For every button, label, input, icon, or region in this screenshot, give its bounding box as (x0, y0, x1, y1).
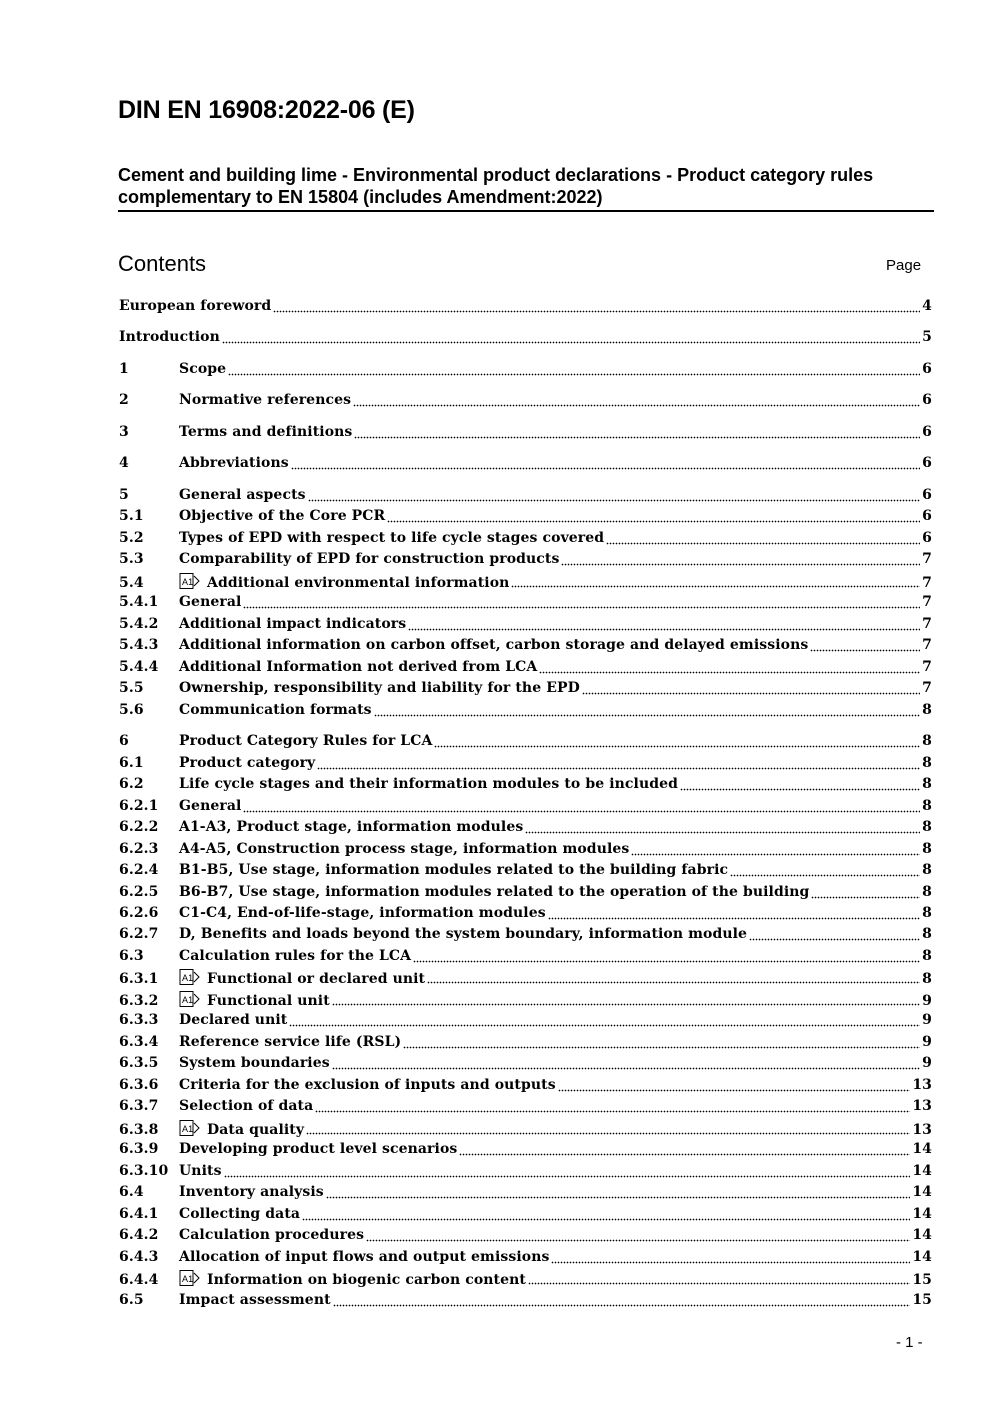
toc-entry-page: 7 (922, 680, 932, 696)
toc-dot-leader (332, 1066, 920, 1070)
toc-entry[interactable] (119, 862, 932, 882)
toc-entry-number: 6.3.8 (119, 1122, 159, 1138)
toc-entry[interactable] (119, 508, 932, 528)
toc-entry-number: 2 (119, 392, 129, 408)
toc-entry-number: 5.5 (119, 680, 144, 696)
toc-entry-page: 8 (922, 776, 932, 792)
toc-entry-page: 7 (922, 659, 932, 675)
toc-entry[interactable] (119, 487, 932, 507)
toc-dot-leader (353, 403, 920, 407)
toc-dot-leader (631, 852, 920, 856)
toc-entry-title-text: Additional information on carbon offset, carbon storage and delayed emissions (179, 637, 809, 653)
toc-entry-number: 6.3.4 (119, 1034, 159, 1050)
toc-dot-leader (306, 1131, 910, 1135)
toc-entry-page: 7 (922, 594, 932, 610)
toc-entry-title-text: Additional Information not derived from LCA (179, 659, 538, 675)
toc-dot-leader (403, 1045, 920, 1049)
toc-dot-leader (811, 895, 920, 899)
toc-entry-title-text: System boundaries (179, 1055, 330, 1071)
toc-entry-page: 13 (912, 1122, 932, 1138)
toc-entry-title (179, 841, 629, 857)
document-title: DIN EN 16908:2022-06 (E) (118, 96, 415, 124)
toc-entry[interactable] (119, 1270, 932, 1290)
toc-entry[interactable] (119, 841, 932, 861)
toc-entry[interactable] (119, 1077, 932, 1097)
toc-dot-leader (243, 605, 920, 609)
toc-entry-page: 14 (912, 1141, 932, 1157)
toc-entry-title-text: B6-B7, Use stage, information modules related to the operation of the building (179, 884, 810, 900)
toc-entry[interactable] (119, 926, 932, 946)
toc-dot-leader (582, 691, 920, 695)
toc-entry-page: 5 (922, 329, 932, 345)
toc-entry-page: 14 (912, 1163, 932, 1179)
toc-entry-page: 6 (922, 361, 932, 377)
toc-entry-title-text: Communication formats (179, 702, 372, 718)
toc-entry-page: 6 (922, 487, 932, 503)
toc-entry-page: 7 (922, 551, 932, 567)
toc-dot-leader (539, 670, 920, 674)
toc-entry-page: 7 (922, 575, 932, 591)
toc-entry[interactable] (119, 424, 932, 444)
toc-dot-leader (413, 959, 920, 963)
toc-dot-leader (459, 1152, 910, 1156)
toc-entry-number: 5 (119, 487, 129, 503)
toc-entry-number: 4 (119, 455, 129, 471)
toc-entry[interactable] (119, 573, 932, 593)
toc-entry-title-text: General aspects (179, 487, 306, 503)
toc-entry[interactable] (119, 1120, 932, 1140)
toc-entry-title (179, 969, 425, 987)
toc-dot-leader (326, 1195, 911, 1199)
toc-entry-number: 6.3.1 (119, 971, 159, 987)
toc-entry-number: 5.3 (119, 551, 144, 567)
toc-entry[interactable] (119, 616, 932, 636)
toc-entry-page: 7 (922, 616, 932, 632)
toc-dot-leader (308, 498, 921, 502)
toc-entry[interactable] (119, 392, 932, 412)
toc-dot-leader (548, 916, 920, 920)
toc-dot-leader (408, 627, 920, 631)
toc-entry-page: 15 (912, 1292, 932, 1308)
toc-entry-number: 6.2.1 (119, 798, 159, 814)
toc-entry-number: 5.6 (119, 702, 144, 718)
toc-entry-page: 6 (922, 392, 932, 408)
toc-entry-title (179, 1098, 313, 1114)
toc-entry-title (179, 1292, 331, 1308)
toc-entry-number: 6.3.2 (119, 993, 159, 1009)
toc-entry[interactable] (119, 329, 932, 349)
toc-dot-leader (291, 466, 920, 470)
toc-dot-leader (551, 1260, 910, 1264)
toc-dot-leader (289, 1023, 920, 1027)
toc-entry-page: 9 (922, 1055, 932, 1071)
toc-entry-title (119, 298, 271, 314)
toc-entry-number: 6.2.6 (119, 905, 159, 921)
toc-dot-leader (810, 648, 920, 652)
toc-entry[interactable] (119, 361, 932, 381)
toc-entry-page: 8 (922, 798, 932, 814)
toc-entry-page: 8 (922, 862, 932, 878)
toc-entry-number: 6.2.4 (119, 862, 159, 878)
toc-entry-title-text: Selection of data (179, 1098, 314, 1114)
toc-entry-title (179, 755, 315, 771)
toc-entry-title (179, 551, 559, 567)
toc-entry-number: 6.4.3 (119, 1249, 159, 1265)
toc-entry-page: 6 (922, 455, 932, 471)
toc-dot-leader (525, 830, 920, 834)
toc-entry-title (179, 508, 385, 524)
toc-entry[interactable] (119, 594, 932, 614)
toc-entry-number: 6.3.7 (119, 1098, 159, 1114)
toc-entry-number: 3 (119, 424, 129, 440)
toc-dot-leader (561, 562, 920, 566)
toc-dot-leader (302, 1217, 910, 1221)
amendment-marker-icon (179, 991, 201, 1007)
toc-entry-title-text: Introduction (119, 329, 220, 345)
toc-entry[interactable] (119, 1055, 932, 1075)
toc-entry-number: 5.1 (119, 508, 144, 524)
document-subtitle: Cement and building lime - Environmental product declarations - Product category rules complementary to EN 15804 (includes Amendment:2022) (118, 165, 874, 207)
toc-entry[interactable] (119, 702, 932, 722)
page-column-label: Page (886, 257, 922, 274)
toc-entry[interactable] (119, 948, 932, 968)
toc-entry[interactable] (119, 1184, 932, 1204)
toc-dot-leader (387, 519, 920, 523)
toc-entry-title-text: Functional or declared unit (207, 971, 426, 987)
toc-entry-title (179, 1163, 222, 1179)
toc-entry-number: 6.3 (119, 948, 144, 964)
toc-dot-leader (317, 766, 920, 770)
toc-entry-title (179, 1055, 330, 1071)
amendment-marker-icon (179, 1120, 201, 1136)
toc-entry-title-text: Data quality (207, 1122, 305, 1138)
toc-entry-number: 6 (119, 733, 129, 749)
toc-entry-number: 1 (119, 361, 129, 377)
toc-entry[interactable] (119, 1292, 932, 1312)
toc-entry-number: 6.5 (119, 1292, 144, 1308)
toc-entry-title (179, 948, 411, 964)
toc-entry-title-text: Allocation of input flows and output emissions (179, 1249, 550, 1265)
toc-entry-page: 13 (912, 1077, 932, 1093)
toc-entry-number: 6.2.7 (119, 926, 159, 942)
toc-entry-number: 6.2.3 (119, 841, 159, 857)
toc-entry[interactable] (119, 637, 932, 657)
toc-entry[interactable] (119, 1012, 932, 1032)
toc-dot-leader (315, 1109, 910, 1113)
toc-entry-page: 14 (912, 1206, 932, 1222)
toc-entry-title (179, 1184, 324, 1200)
toc-entry-title (179, 616, 406, 632)
toc-dot-leader (749, 937, 920, 941)
toc-entry-title-text: D, Benefits and loads beyond the system boundary, information module (179, 926, 748, 942)
toc-entry-number: 6.3.5 (119, 1055, 159, 1071)
toc-entry[interactable] (119, 884, 932, 904)
toc-entry[interactable] (119, 530, 932, 550)
toc-entry-number: 5.2 (119, 530, 144, 546)
toc-entry-title (179, 862, 728, 878)
toc-entry-title (179, 776, 678, 792)
toc-entry-title (179, 361, 226, 377)
toc-entry-title-text: Terms and definitions (179, 424, 353, 440)
toc-entry-title-text: Product Category Rules for LCA (179, 733, 433, 749)
contents-heading: Contents (118, 251, 207, 276)
toc-entry-title-text: Normative references (179, 392, 352, 408)
toc-entry-title-text: Reference service life (RSL) (179, 1034, 402, 1050)
toc-entry-page: 8 (922, 733, 932, 749)
toc-entry-title-text: Objective of the Core PCR (179, 508, 386, 524)
toc-entry-page: 7 (922, 637, 932, 653)
toc-entry[interactable] (119, 755, 932, 775)
toc-entry-number: 5.4.1 (119, 594, 159, 610)
toc-entry[interactable] (119, 798, 932, 818)
toc-entry-number: 6.2.2 (119, 819, 159, 835)
toc-entry-title-text: European foreword (119, 298, 272, 314)
toc-entry-title (179, 659, 537, 675)
toc-entry-number: 5.4.3 (119, 637, 159, 653)
toc-entry[interactable] (119, 1034, 932, 1054)
toc-entry-page: 8 (922, 702, 932, 718)
toc-entry-title-text: B1-B5, Use stage, information modules related to the building fabric (179, 862, 729, 878)
toc-entry-title-text: C1-C4, End-of-life-stage, information modules (179, 905, 546, 921)
toc-entry-title (179, 1227, 364, 1243)
toc-dot-leader (243, 809, 920, 813)
toc-dot-leader (558, 1088, 911, 1092)
amendment-marker-icon (179, 573, 201, 589)
toc-entry[interactable] (119, 1141, 932, 1161)
amendment-marker-label: A1 (182, 1124, 194, 1134)
toc-entry-title (179, 884, 809, 900)
toc-entry-number: 6.4 (119, 1184, 144, 1200)
toc-dot-leader (434, 744, 920, 748)
toc-entry-page: 9 (922, 1034, 932, 1050)
toc-entry-title (179, 798, 241, 814)
toc-dot-leader (427, 980, 920, 984)
toc-entry-title (179, 1249, 549, 1265)
toc-entry-number: 6.4.2 (119, 1227, 159, 1243)
toc-entry-page: 8 (922, 971, 932, 987)
toc-entry-number: 6.3.9 (119, 1141, 159, 1157)
toc-dot-leader (511, 584, 920, 588)
toc-dot-leader (528, 1281, 910, 1285)
toc-entry-page: 8 (922, 884, 932, 900)
toc-entry[interactable] (119, 298, 932, 318)
toc-entry-number: 6.4.1 (119, 1206, 159, 1222)
toc-dot-leader (222, 340, 920, 344)
toc-entry-title (179, 455, 289, 471)
toc-entry-page: 8 (922, 755, 932, 771)
toc-entry-page: 15 (912, 1272, 932, 1288)
toc-entry-title-text: A1-A3, Product stage, information modules (179, 819, 524, 835)
toc-entry-title-text: Ownership, responsibility and liability for the EPD (179, 680, 580, 696)
toc-entry[interactable] (119, 455, 932, 475)
toc-entry-title (179, 637, 808, 653)
toc-entry[interactable] (119, 1249, 932, 1269)
toc-entry-title-text: Inventory analysis (179, 1184, 324, 1200)
toc-entry-number: 6.1 (119, 755, 144, 771)
toc-entry-title (179, 819, 523, 835)
toc-entry-title-text: General (179, 798, 242, 814)
toc-entry-page: 14 (912, 1227, 932, 1243)
toc-entry-title (179, 733, 432, 749)
toc-entry-page: 9 (922, 993, 932, 1009)
toc-entry-title (179, 487, 306, 503)
toc-entry[interactable] (119, 1227, 932, 1247)
toc-dot-leader (333, 1303, 911, 1307)
toc-entry-number: 5.4.2 (119, 616, 159, 632)
toc-dot-leader (606, 541, 920, 545)
toc-dot-leader (332, 1002, 920, 1006)
amendment-marker-label: A1 (182, 577, 194, 587)
amendment-marker-label: A1 (182, 973, 194, 983)
toc-dot-leader (354, 435, 920, 439)
amendment-marker-icon (179, 1270, 201, 1286)
toc-entry-number: 6.4.4 (119, 1272, 159, 1288)
toc-dot-leader (228, 372, 920, 376)
toc-entry-title-text: Developing product level scenarios (179, 1141, 458, 1157)
amendment-marker-icon (179, 969, 201, 985)
toc-entry-title-text: Comparability of EPD for construction products (179, 551, 560, 567)
toc-entry-number: 6.3.10 (119, 1163, 169, 1179)
toc-entry-title (179, 702, 372, 718)
toc-entry-title-text: Calculation rules for the LCA (179, 948, 412, 964)
toc-entry[interactable] (119, 1206, 932, 1226)
toc-entry-page: 8 (922, 905, 932, 921)
toc-entry[interactable] (119, 1098, 932, 1118)
toc-entry-title (179, 1270, 526, 1288)
toc-entry[interactable] (119, 551, 932, 571)
toc-entry-title (179, 905, 546, 921)
toc-dot-leader (374, 713, 921, 717)
amendment-marker-label: A1 (182, 995, 194, 1005)
toc-entry-page: 8 (922, 819, 932, 835)
toc-entry-title-text: Product category (179, 755, 316, 771)
toc-entry-page: 8 (922, 948, 932, 964)
toc-entry-page: 8 (922, 841, 932, 857)
toc-entry-title (119, 329, 220, 345)
toc-entry-title-text: A4-A5, Construction process stage, information modules (179, 841, 630, 857)
toc-entry-page: 14 (912, 1184, 932, 1200)
toc-entry-title-text: Information on biogenic carbon content (207, 1272, 526, 1288)
toc-entry-title (179, 1206, 300, 1222)
toc-entry[interactable] (119, 733, 932, 753)
toc-entry-title-text: Abbreviations (179, 455, 289, 471)
toc-entry-title-text: Collecting data (179, 1206, 301, 1222)
toc-entry[interactable] (119, 776, 932, 796)
toc-dot-leader (680, 787, 920, 791)
toc-entry-page: 6 (922, 508, 932, 524)
toc-entry-title (179, 680, 580, 696)
toc-entry-title-text: Impact assessment (179, 1292, 331, 1308)
toc-entry-title-text: Types of EPD with respect to life cycle stages covered (179, 530, 605, 546)
toc-entry-title-text: Functional unit (207, 993, 330, 1009)
toc-entry-title (179, 594, 241, 610)
toc-entry-number: 6.2 (119, 776, 144, 792)
toc-entry[interactable] (119, 991, 932, 1011)
toc-entry-page: 4 (922, 298, 932, 314)
toc-entry-title (179, 1012, 287, 1028)
toc-entry-page: 6 (922, 530, 932, 546)
toc-entry-title (179, 1034, 401, 1050)
toc-entry[interactable] (119, 905, 932, 925)
toc-entry-title (179, 991, 330, 1009)
amendment-marker-label: A1 (182, 1274, 194, 1284)
toc-entry-page: 9 (922, 1012, 932, 1028)
toc-entry-number: 6.3.6 (119, 1077, 159, 1093)
toc-entry-page: 14 (912, 1249, 932, 1265)
toc-entry[interactable] (119, 969, 932, 989)
toc-entry-title (179, 392, 351, 408)
toc-entry-title-text: Additional impact indicators (179, 616, 407, 632)
toc-entry-page: 8 (922, 926, 932, 942)
toc-entry-title (179, 424, 352, 440)
toc-entry-title-text: General (179, 594, 242, 610)
toc-entry-title-text: Calculation procedures (179, 1227, 365, 1243)
toc-entry-page: 6 (922, 424, 932, 440)
toc-dot-leader (366, 1238, 910, 1242)
toc-entry-title-text: Declared unit (179, 1012, 288, 1028)
toc-entry-title (179, 573, 509, 591)
toc-dot-leader (224, 1174, 911, 1178)
toc-entry-title (179, 926, 747, 942)
toc-dot-leader (273, 309, 920, 313)
toc-entry-title (179, 1141, 457, 1157)
toc-entry-number: 5.4.4 (119, 659, 159, 675)
toc-entry[interactable] (119, 680, 932, 700)
toc-entry-number: 6.3.3 (119, 1012, 159, 1028)
toc-entry[interactable] (119, 1163, 932, 1183)
toc-entry-number: 6.2.5 (119, 884, 159, 900)
toc-entry-title (179, 1077, 556, 1093)
toc-entry-number: 5.4 (119, 575, 144, 591)
toc-entry-title-text: Units (179, 1163, 222, 1179)
toc-dot-leader (730, 873, 920, 877)
toc-entry-title-text: Criteria for the exclusion of inputs and outputs (179, 1077, 556, 1093)
toc-entry-title-text: Additional environmental information (207, 575, 510, 591)
toc-entry-title-text: Life cycle stages and their information modules to be included (179, 776, 679, 792)
toc-entry-page: 13 (912, 1098, 932, 1114)
toc-entry[interactable] (119, 659, 932, 679)
toc-entry-title-text: Scope (179, 361, 227, 377)
toc-entry[interactable] (119, 819, 932, 839)
toc-entry-title (179, 530, 604, 546)
page-number-footer: - 1 - (896, 1334, 923, 1351)
toc-entry-title (179, 1120, 304, 1138)
